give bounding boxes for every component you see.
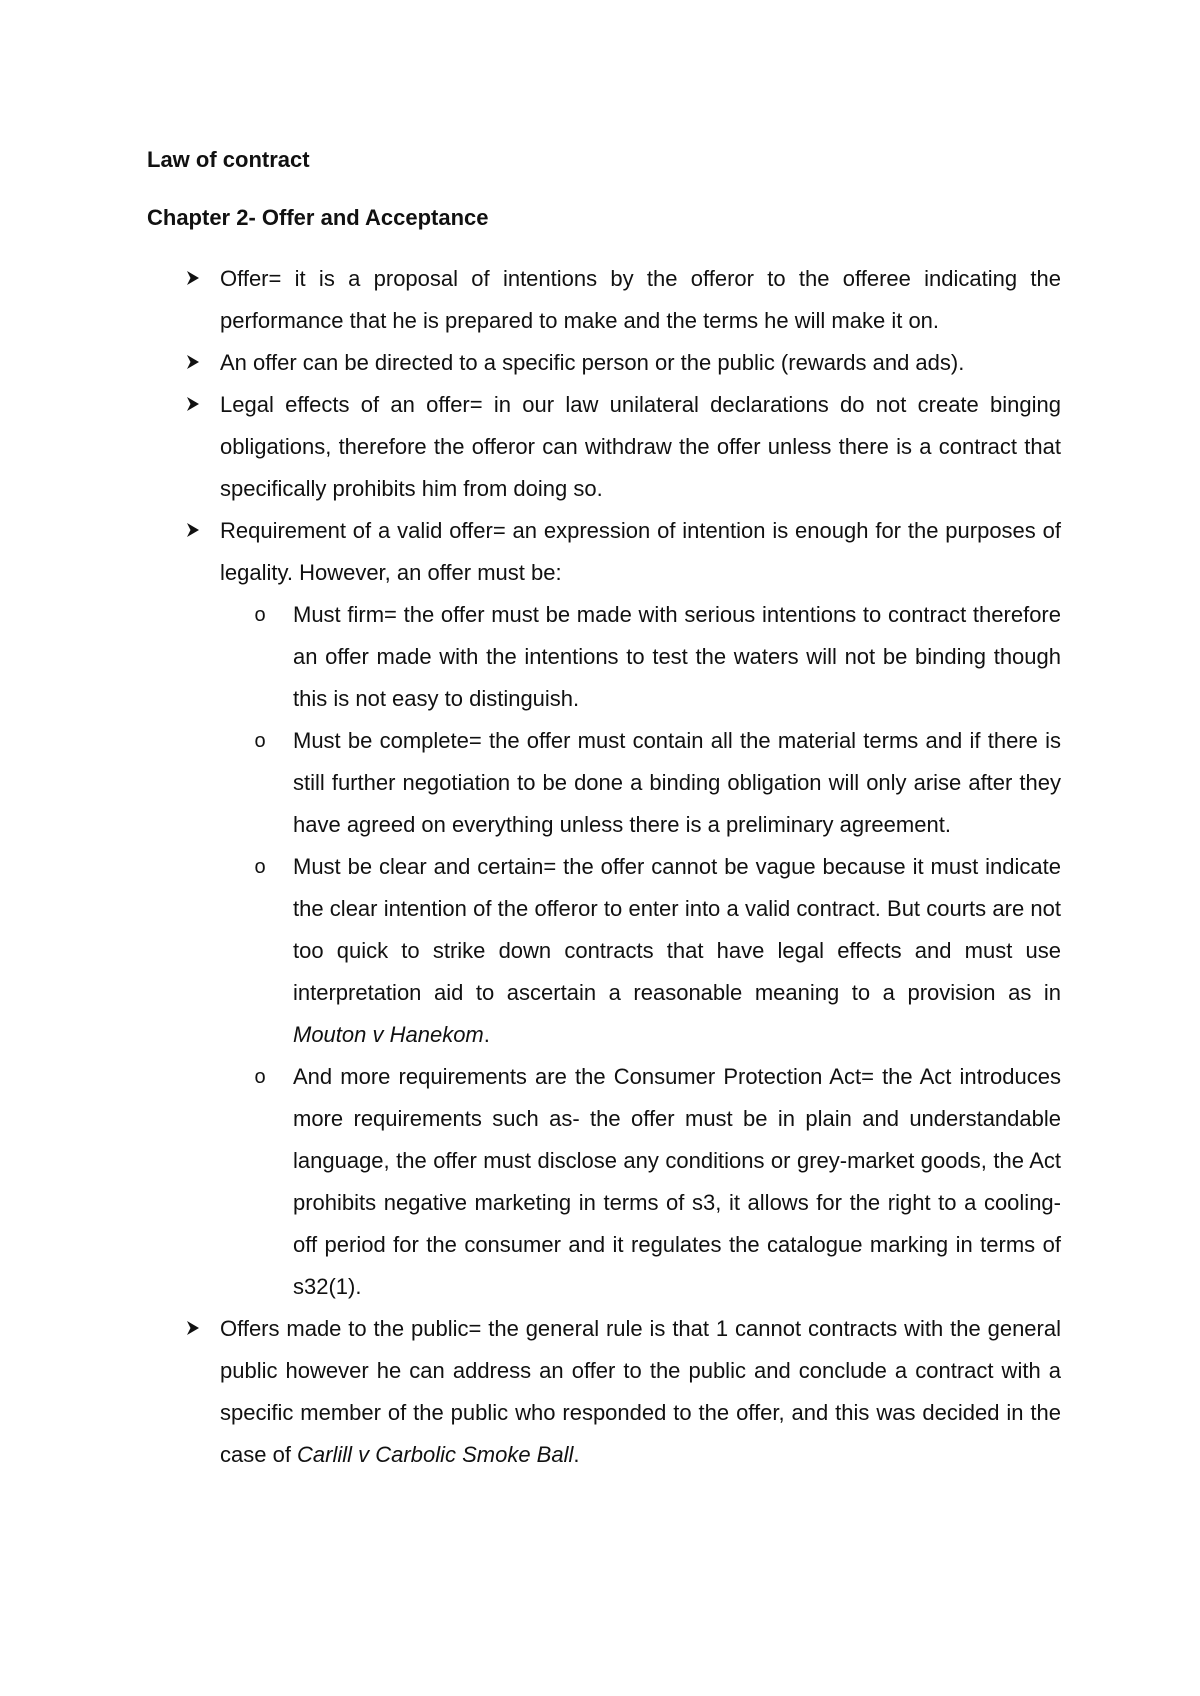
sub-list-item (220, 594, 1061, 720)
list-item-text-end: . (573, 1442, 580, 1467)
list-item (147, 510, 1061, 1308)
sub-list-item-text: Must be complete= the offer must contain all the material terms and if there is still further negotiation to be done a binding obligation will only arise after they have agreed on everything unless there is a preliminary agreement. (293, 728, 1061, 837)
arrowhead-bullet-icon (182, 258, 204, 300)
case-citation: Mouton v Hanekom (293, 1022, 484, 1047)
sub-list-item-text: And more requirements are the Consumer Protection Act= the Act introduces more requirements such as- the offer must be in plain and understandable language, the offer must disclose any conditions or grey-market goods, the Act prohibits negative marketing in terms of s3, it allows for the right to a cooling-off period for the consumer and it regulates the catalogue marking in terms of s32(1). (293, 1064, 1061, 1299)
arrowhead-bullet-icon (182, 1308, 204, 1350)
list-item-text: Requirement of a valid offer= an expression of intention is enough for the purposes of legality. However, an offer must be: (220, 518, 1061, 585)
case-citation: Carlill v Carbolic Smoke Ball (297, 1442, 574, 1467)
sub-list-item-text: Must firm= the offer must be made with serious intentions to contract therefore an offer made with the intentions to test the waters will not be binding though this is not easy to distinguish. (293, 602, 1061, 711)
arrowhead-bullet-icon (182, 342, 204, 384)
bullet-list (147, 258, 1061, 1476)
list-item (147, 384, 1061, 510)
sub-list-item-text: Must be clear and certain= the offer cannot be vague because it must indicate the clear intention of the offeror to enter into a valid contract. But courts are not too quick to strike down contracts that have legal effects and must use interpretation aid to ascertain a reasonable meaning to a provision as in (293, 854, 1061, 1005)
circle-o-bullet-icon: o (254, 604, 266, 626)
list-item (147, 1308, 1061, 1476)
circle-o-bullet-icon: o (254, 1066, 266, 1088)
chapter-heading: Chapter 2- Offer and Acceptance (147, 205, 489, 230)
sub-list (220, 594, 1061, 1308)
document-title: Law of contract (147, 147, 310, 172)
list-item-text: Offer= it is a proposal of intentions by the offeror to the offeree indicating the performance that he is prepared to make and the terms he will make it on. (220, 266, 1061, 333)
list-item-text: An offer can be directed to a specific person or the public (rewards and ads). (220, 350, 965, 375)
arrowhead-bullet-icon (182, 384, 204, 426)
sub-list-item (220, 1056, 1061, 1308)
sub-list-item (220, 846, 1061, 1056)
arrowhead-bullet-icon (182, 510, 204, 552)
list-item (147, 258, 1061, 342)
circle-o-bullet-icon: o (254, 730, 266, 752)
circle-o-bullet-icon: o (254, 856, 266, 878)
sub-list-item-text-end: . (483, 1022, 490, 1047)
list-item (147, 342, 1061, 384)
sub-list-item (220, 720, 1061, 846)
list-item-text: Offers made to the public= the general rule is that 1 cannot contracts with the general public however he can address an offer to the public and conclude a contract with a specific member of the public who responded to the offer, and this was decided in the case of (220, 1316, 1061, 1467)
list-item-text: Legal effects of an offer= in our law unilateral declarations do not create binging obligations, therefore the offeror can withdraw the offer unless there is a contract that specifically prohibits him from doing so. (220, 392, 1061, 501)
